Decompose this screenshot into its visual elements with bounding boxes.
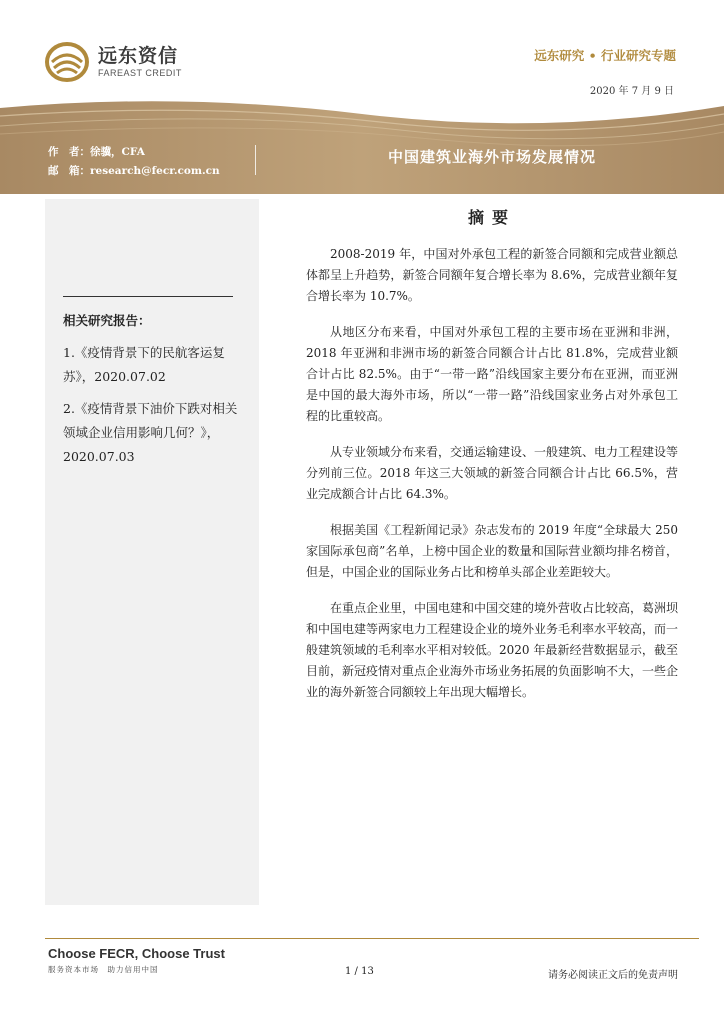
- document-title: 中国建筑业海外市场发展情况: [387, 148, 596, 166]
- footer-slogan: Choose FECR, Choose Trust: [48, 946, 225, 961]
- brand-name-en: FAREAST CREDIT: [98, 68, 182, 78]
- author-info: [48, 143, 220, 181]
- abstract-paragraph: 从专业领域分布来看，交通运输建设、一般建筑、电力工程建设等分列前三位。2018 年这三大领域的新签合同额合计占比 66.5%，营业完成额合计占比 64.3%。: [306, 445, 679, 501]
- sidebar-divider: [63, 296, 233, 297]
- abstract-paragraph: 在重点企业里，中国电建和中国交建的境外营收占比较高，葛洲坝和中国电建等两家电力工程建设企业的境外业务毛利率水平较高，而一般建筑领域的毛利率水平相对较低。2020 年最新经营数据显示，截至目前，新冠疫情对重点企业海外市场业务拓展的负面影响不大，一些企业的海外新签合同额较上年出现大幅增长。: [306, 601, 679, 699]
- footer-divider: [45, 938, 699, 939]
- abstract-title: 摘要: [467, 208, 516, 227]
- page-number: 1 / 13: [345, 966, 374, 977]
- related-reports-heading: 相关研究报告：: [63, 313, 151, 328]
- abstract-section: [306, 205, 678, 718]
- brand-logo: [44, 40, 182, 84]
- footer-slogan-sub: 服务资本市场 助力信用中国: [48, 965, 159, 974]
- abstract-paragraph: 2008-2019 年，中国对外承包工程的新签合同额和完成营业额总体都呈上升趋势，新签合同额年复合增长率为 8.6%，完成营业额年复合增长率为 10.7%。: [306, 247, 678, 303]
- fareast-logo-icon: [44, 40, 90, 84]
- footer-disclaimer: 请务必阅读正文后的免责声明: [548, 970, 678, 981]
- banner-divider: [255, 145, 256, 175]
- sidebar: [45, 199, 259, 905]
- abstract-paragraph: 根据美国《工程新闻记录》杂志发布的 2019 年度“全球最大 250 家国际承包商”名单，上榜中国企业的数量和国际营业额均排名榜首，但是，中国企业的国际业务占比和榜单头部企业差距较大。: [306, 523, 678, 579]
- abstract-paragraph: 从地区分布来看，中国对外承包工程的主要市场在亚洲和非洲，2018 年亚洲和非洲市场的新签合同额合计占比 81.8%，完成营业额合计占比 82.5%。由于“一带一路”沿线国家主要分布在亚洲，而亚洲是中国的最大海外市场，所以“一带一路”沿线国家业务占对外承包工程的比重较高。: [306, 325, 678, 423]
- author-email[interactable]: research@fecr.com.cn: [90, 165, 220, 177]
- report-series: 远东研究 • 行业研究专题: [534, 48, 676, 63]
- report-date: 2020 年 7 月 9 日: [589, 86, 674, 97]
- author-label: 作 者：: [48, 146, 90, 158]
- brand-name-cn: 远东资信: [98, 45, 179, 67]
- related-report-item[interactable]: 1.《疫情背景下的民航客运复苏》，2020.07.02: [63, 345, 225, 384]
- related-report-item[interactable]: 2.《疫情背景下油价下跌对相关领域企业信用影响几何？》，2020.07.03: [63, 401, 238, 464]
- email-label: 邮 箱：: [48, 165, 90, 177]
- author-name: 徐骥，CFA: [90, 146, 145, 158]
